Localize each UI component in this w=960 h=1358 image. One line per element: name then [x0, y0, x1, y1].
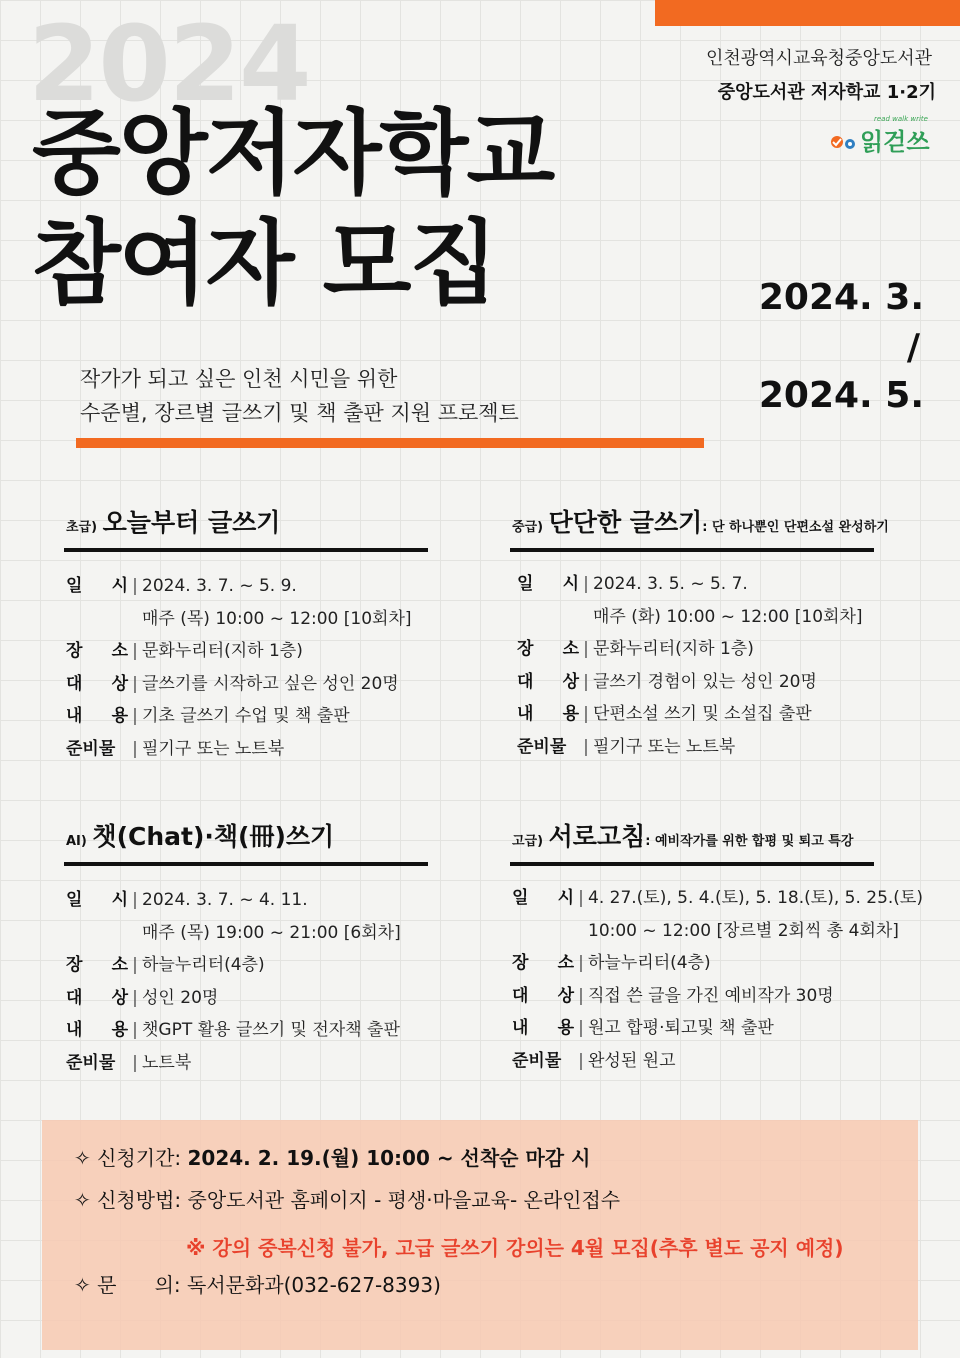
- detail-label: 준비물: [66, 1052, 116, 1073]
- course-name: 단단한 글쓰기: [548, 508, 703, 537]
- detail-row: [512, 915, 923, 948]
- course-ai-rule: [64, 862, 428, 866]
- logo-tagline: read walk write: [874, 115, 928, 123]
- detail-row: 내 용 | 기초 글쓰기 수업 및 책 출판: [66, 700, 412, 733]
- detail-row: 장 소 | 하늘누리터(4층): [66, 949, 401, 982]
- detail-row: 대 상 | 글쓰기를 시작하고 싶은 성인 20명: [66, 668, 412, 701]
- read-walk-write-logo: [828, 112, 934, 156]
- course-prefix: AI): [66, 834, 87, 849]
- detail-value: 하늘누리터(4층): [142, 955, 265, 975]
- detail-value: 챗GPT 활용 글쓰기 및 전자책 출판: [142, 1020, 400, 1040]
- detail-label: 내 용: [66, 706, 128, 726]
- subtitle-line1: 작가가 되고 싶은 인천 시민을 위한: [80, 367, 398, 391]
- detail-value: 2024. 3. 5. ~ 5. 7.: [593, 574, 748, 594]
- detail-label: 준비물: [512, 1050, 562, 1071]
- detail-label: 내 용: [517, 704, 579, 724]
- detail-value: 2024. 3. 7. ~ 5. 9.: [142, 576, 297, 596]
- detail-row: 장 소 | 하늘누리터(4층): [512, 947, 923, 980]
- detail-value: 매주 (화) 10:00 ~ 12:00 [10회차]: [593, 606, 863, 627]
- detail-label: 일 시: [66, 576, 128, 596]
- detail-label: 장 소: [66, 641, 128, 661]
- detail-row: [517, 601, 863, 634]
- course-beginner-rule: [64, 548, 428, 552]
- detail-value: 문화누리터(지하 1층): [142, 641, 303, 661]
- course-extra: : 단 하나뿐인 단편소설 완성하기: [702, 520, 889, 535]
- course-advanced-details: [512, 882, 923, 1077]
- course-advanced-heading: [512, 824, 853, 849]
- detail-row: 내 용 | 원고 합평·퇴고및 책 출판: [512, 1012, 923, 1045]
- course-name: 챗(Chat)·책(冊)쓰기: [92, 822, 335, 851]
- course-intermediate-heading: [512, 510, 889, 535]
- detail-value: 단편소설 쓰기 및 소설집 출판: [593, 704, 812, 724]
- detail-value: 원고 합평·퇴고및 책 출판: [588, 1018, 774, 1038]
- contact-info: [74, 1275, 441, 1295]
- detail-row: [66, 917, 401, 950]
- subtitle-line2: 수준별, 장르별 글쓰기 및 책 출판 지원 프로젝트: [80, 401, 519, 425]
- course-intermediate-rule: [510, 548, 874, 552]
- detail-value: 4. 27.(토), 5. 4.(토), 5. 18.(토), 5. 25.(토): [588, 888, 923, 908]
- detail-label: 장 소: [66, 955, 128, 975]
- contact-value: 독서문화과(032-627-8393): [187, 1273, 441, 1297]
- detail-value: 필기구 또는 노트북: [593, 736, 736, 757]
- detail-label: 일 시: [66, 890, 128, 910]
- detail-label: 대 상: [512, 985, 574, 1006]
- detail-label: 장 소: [512, 953, 574, 973]
- detail-label: 대 상: [517, 671, 579, 692]
- contact-label: ✧ 문 의:: [74, 1273, 181, 1297]
- course-beginner-details: [66, 570, 412, 765]
- background-year: 2024: [28, 3, 310, 125]
- detail-row: 일 시 | 4. 27.(토), 5. 4.(토), 5. 18.(토), 5. 25.(토): [512, 882, 923, 915]
- detail-value: 글쓰기 경험이 있는 성인 20명: [593, 671, 817, 692]
- detail-value: 완성된 원고: [588, 1050, 676, 1071]
- detail-value: 문화누리터(지하 1층): [593, 639, 754, 659]
- detail-row: 준비물 | 완성된 원고: [512, 1045, 923, 1078]
- detail-value: 글쓰기를 시작하고 싶은 성인 20명: [142, 673, 399, 694]
- course-advanced-rule: [510, 862, 874, 866]
- detail-value: 10:00 ~ 12:00 [장르별 2회씩 총 4회차]: [588, 920, 899, 941]
- notice-text: ※ 강의 중복신청 불가, 고급 글쓰기 강의는 4월 모집(추후 별도 공지 예정): [186, 1236, 844, 1260]
- course-ai-heading: [66, 824, 334, 849]
- detail-row: 장 소 | 문화누리터(지하 1층): [66, 635, 412, 668]
- course-ai-details: [66, 884, 401, 1079]
- detail-row: 대 상 | 글쓰기 경험이 있는 성인 20명: [517, 666, 863, 699]
- course-prefix: 중급): [512, 520, 544, 535]
- detail-value: 기초 글쓰기 수업 및 책 출판: [142, 706, 350, 726]
- detail-row: 내 용 | 챗GPT 활용 글쓰기 및 전자책 출판: [66, 1014, 401, 1047]
- detail-value: 필기구 또는 노트북: [142, 738, 285, 759]
- detail-label: 준비물: [66, 738, 116, 759]
- detail-row: 내 용 | 단편소설 쓰기 및 소설집 출판: [517, 698, 863, 731]
- date-separator: /: [906, 327, 920, 368]
- organization-name: 인천광역시교육청중앙도서관: [705, 48, 932, 69]
- detail-value: 매주 (목) 10:00 ~ 12:00 [10회차]: [142, 608, 412, 629]
- detail-value: 2024. 3. 7. ~ 4. 11.: [142, 890, 308, 910]
- detail-label: 대 상: [66, 673, 128, 694]
- detail-row: 일 시 | 2024. 3. 7. ~ 4. 11.: [66, 884, 401, 917]
- detail-row: 준비물 | 노트북: [66, 1047, 401, 1080]
- course-name: 오늘부터 글쓰기: [102, 508, 281, 537]
- course-extra: : 예비작가를 위한 합평 및 퇴고 특강: [645, 834, 854, 849]
- detail-value: 성인 20명: [142, 987, 219, 1008]
- detail-label: 일 시: [517, 574, 579, 594]
- detail-row: 준비물 | 필기구 또는 노트북: [517, 731, 863, 764]
- top-accent-bar: [655, 0, 960, 26]
- course-prefix: 초급): [66, 520, 98, 535]
- detail-value: 매주 (목) 19:00 ~ 21:00 [6회차]: [142, 922, 401, 943]
- detail-row: 대 상 | 성인 20명: [66, 982, 401, 1015]
- detail-row: 준비물 | 필기구 또는 노트북: [66, 733, 412, 766]
- method-value: 중앙도서관 홈페이지 - 평생·마을교육- 온라인접수: [187, 1188, 621, 1212]
- detail-row: 장 소 | 문화누리터(지하 1층): [517, 633, 863, 666]
- detail-label: 준비물: [517, 736, 567, 757]
- main-title-line2: 참여자 모집: [32, 210, 497, 317]
- course-name: 서로고침: [548, 822, 646, 851]
- method-label: ✧ 신청방법:: [74, 1188, 182, 1212]
- detail-row: 일 시 | 2024. 3. 7. ~ 5. 9.: [66, 570, 412, 603]
- application-period: [74, 1148, 590, 1168]
- date-end: 2024. 5.: [758, 375, 924, 416]
- detail-label: 내 용: [512, 1018, 574, 1038]
- application-method: [74, 1190, 620, 1210]
- course-intermediate-details: [517, 568, 863, 763]
- subtitle: [80, 362, 519, 430]
- detail-value: 노트북: [142, 1052, 192, 1073]
- detail-label: 대 상: [66, 987, 128, 1008]
- date-start: 2024. 3.: [758, 277, 924, 318]
- detail-value: 직접 쓴 글을 가진 예비작가 30명: [588, 985, 834, 1006]
- program-name: 중앙도서관 저자학교 1·2기: [717, 82, 936, 103]
- subtitle-underline: [76, 438, 704, 448]
- detail-label: 일 시: [512, 888, 574, 908]
- period-value: 2024. 2. 19.(월) 10:00 ~ 선착순 마감 시: [187, 1146, 591, 1170]
- course-beginner-heading: [66, 510, 280, 535]
- detail-row: 일 시 | 2024. 3. 5. ~ 5. 7.: [517, 568, 863, 601]
- detail-row: [66, 603, 412, 636]
- logo-text: 읽걷쓰: [860, 128, 930, 156]
- period-label: ✧ 신청기간:: [74, 1146, 182, 1170]
- main-title-line1: 중앙저자학교: [32, 100, 554, 207]
- course-prefix: 고급): [512, 834, 544, 849]
- detail-label: 장 소: [517, 639, 579, 659]
- detail-row: 대 상 | 직접 쓴 글을 가진 예비작가 30명: [512, 980, 923, 1013]
- detail-label: 내 용: [66, 1020, 128, 1040]
- detail-value: 하늘누리터(4층): [588, 953, 711, 973]
